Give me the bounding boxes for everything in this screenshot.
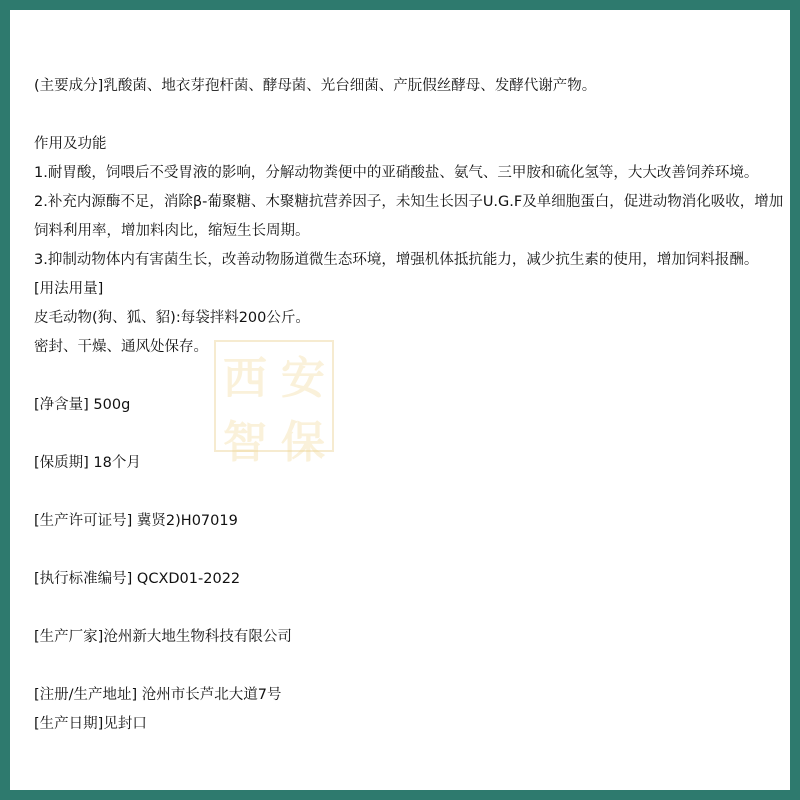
spacer <box>34 362 784 391</box>
watermark-char: 安 <box>281 353 325 404</box>
spacer <box>34 536 784 565</box>
spacer <box>34 101 784 130</box>
function-heading: 作用及功能 <box>34 136 107 152</box>
spacer <box>34 652 784 681</box>
storage-text: 密封、干燥、通风处保存。 <box>34 339 208 355</box>
usage-heading: [用法用量] <box>34 281 104 297</box>
manufacturer: [生产厂家]沧州新大地生物科技有限公司 <box>34 629 292 645</box>
function-item-3: 3.抑制动物体内有害菌生长，改善动物肠道微生态环境，增强机体抵抗能力，减少抗生素的使用，增加饲料报酬。 <box>34 252 759 268</box>
ingredients-line: (主要成分]乳酸菌、地衣芽孢杆菌、酵母菌、光台细菌、产朊假丝酵母、发酵代谢产物。 <box>34 78 597 94</box>
address: [注册/生产地址] 沧州市长芦北大道7号 <box>34 687 282 703</box>
watermark-char: 保 <box>281 417 325 468</box>
usage-text: 皮毛动物(狗、狐、貂):每袋拌料200公斤。 <box>34 310 310 326</box>
function-item-2: 2.补充内源酶不足，消除β-葡聚糖、木聚糖抗营养因子，未知生长因子U.G.F及单细胞蛋白，促进动物消化吸收，增加饲料利用率，增加料肉比，缩短生长周期。 <box>34 194 784 239</box>
spacer <box>34 478 784 507</box>
label-content <box>34 72 784 739</box>
standard-number: [执行标准编号] QCXD01-2022 <box>34 571 241 587</box>
license-number: [生产许可证号] 冀贤2)H07019 <box>34 513 238 529</box>
spacer <box>34 594 784 623</box>
shelf-life: [保质期] 18个月 <box>34 455 141 471</box>
function-item-1: 1.耐胃酸，饲喂后不受胃液的影响，分解动物粪便中的亚硝酸盐、氨气、三甲胺和硫化氢等，大大改善饲养环境。 <box>34 165 759 181</box>
production-date: [生产日期]见封口 <box>34 716 147 732</box>
watermark-char: 西 <box>223 353 267 404</box>
spacer <box>34 420 784 449</box>
watermark-char: 智 <box>223 417 267 468</box>
net-content: [净含量] 500g <box>34 397 131 413</box>
